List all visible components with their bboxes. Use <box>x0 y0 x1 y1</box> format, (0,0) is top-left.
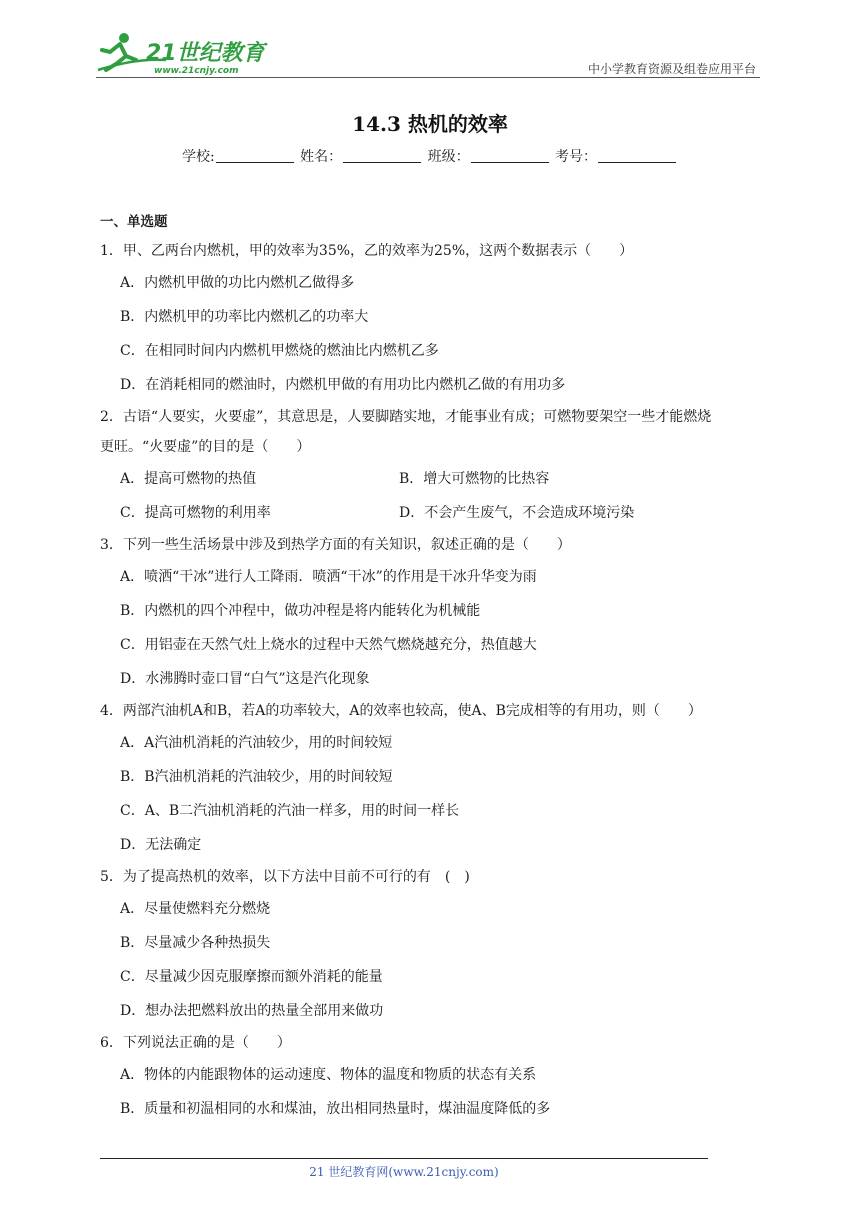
option-a: A．内燃机甲做的功比内燃机乙做得多 <box>120 275 355 291</box>
option-c: C．在相同时间内内燃机甲燃烧的燃油比内燃机乙多 <box>120 343 439 359</box>
question-stem: 4．两部汽油机A和B，若A的功率较大，A的效率也较高，使A、B完成相等的有用功，则（ ） <box>100 703 702 719</box>
footer-divider <box>100 1158 708 1159</box>
logo <box>96 30 276 76</box>
question-3 <box>100 530 768 696</box>
question-4 <box>100 696 768 862</box>
option-b: B．质量和初温相同的水和煤油，放出相同热量时，煤油温度降低的多 <box>120 1101 551 1117</box>
footer-link[interactable]: 21 世纪教育网(www.21cnjy.com) <box>309 1165 499 1179</box>
option-b: B．B汽油机消耗的汽油较少，用的时间较短 <box>120 769 393 785</box>
option-d: D．在消耗相同的燃油时，内燃机甲做的有用功比内燃机乙做的有用功多 <box>120 377 566 393</box>
option-a: A．A汽油机消耗的汽油较少，用的时间较短 <box>120 735 393 751</box>
option-c: C．提高可燃物的利用率 <box>120 505 271 521</box>
question-stem: 2．古语“人要实，火要虚”，其意思是，人要脚踏实地，才能事业有成；可燃物要架空一些才能燃烧 <box>100 409 712 425</box>
option-a: A．尽量使燃料充分燃烧 <box>120 901 271 917</box>
header-divider <box>96 77 760 78</box>
option-b: B．内燃机的四个冲程中，做功冲程是将内能转化为机械能 <box>120 603 481 619</box>
question-stem: 5．为了提高热机的效率，以下方法中目前不可行的有 ( ) <box>100 869 470 885</box>
class-blank[interactable] <box>471 148 549 163</box>
option-row <box>100 496 768 530</box>
page-header <box>96 30 760 78</box>
option-d: D．水沸腾时壶口冒“白气”这是汽化现象 <box>120 671 370 687</box>
logo-url: www.21cnjy.com <box>154 66 239 76</box>
option-b: B．内燃机甲的功率比内燃机乙的功率大 <box>120 309 369 325</box>
option-a: A．喷洒“干冰”进行人工降雨．喷洒“干冰”的作用是干冰升华变为雨 <box>120 569 537 585</box>
option-c: C．尽量减少因克服摩擦而额外消耗的能量 <box>120 969 383 985</box>
option-d: D．无法确定 <box>120 837 202 853</box>
section-heading: 一、单选题 <box>100 214 168 230</box>
option-c: C．用铝壶在天然气灶上烧水的过程中天然气燃烧越充分，热值越大 <box>120 637 537 653</box>
option-a: A．物体的内能跟物体的运动速度、物体的温度和物质的状态有关系 <box>120 1067 537 1083</box>
student-info-line <box>0 146 860 166</box>
exam-no-label: 考号： <box>555 149 598 165</box>
question-1 <box>100 236 768 402</box>
option-c: C．A、B二汽油机消耗的汽油一样多，用的时间一样长 <box>120 803 460 819</box>
school-label: 学校: <box>181 149 215 165</box>
option-d: D．想办法把燃料放出的热量全部用来做功 <box>120 1003 384 1019</box>
question-stem: 1．甲、乙两台内燃机，甲的效率为35%，乙的效率为25%，这两个数据表示（ ） <box>100 243 634 259</box>
exam-no-blank[interactable] <box>598 148 676 163</box>
option-d: D．不会产生废气，不会造成环境污染 <box>399 505 635 521</box>
logo-text: 21世纪教育 <box>146 41 265 66</box>
platform-name: 中小学教育资源及组卷应用平台 <box>587 62 756 76</box>
question-list <box>100 212 768 1126</box>
question-2 <box>100 402 768 530</box>
option-b: B．尽量减少各种热损失 <box>120 935 271 951</box>
name-blank[interactable] <box>343 148 421 163</box>
question-stem: 3．下列一些生活场景中涉及到热学方面的有关知识，叙述正确的是（ ） <box>100 537 571 553</box>
page-title: 14.3 热机的效率 <box>352 112 508 136</box>
name-label: 姓名： <box>300 149 343 165</box>
option-row <box>100 462 768 496</box>
class-label: 班级： <box>427 149 470 165</box>
question-5 <box>100 862 768 1028</box>
question-stem: 6．下列说法正确的是（ ） <box>100 1035 291 1051</box>
question-6 <box>100 1028 768 1126</box>
option-a: A．提高可燃物的热值 <box>120 471 257 487</box>
option-b: B．增大可燃物的比热容 <box>399 471 550 487</box>
school-blank[interactable] <box>216 148 294 163</box>
question-stem-continued: 更旺。“火要虚”的目的是（ ） <box>100 439 311 455</box>
